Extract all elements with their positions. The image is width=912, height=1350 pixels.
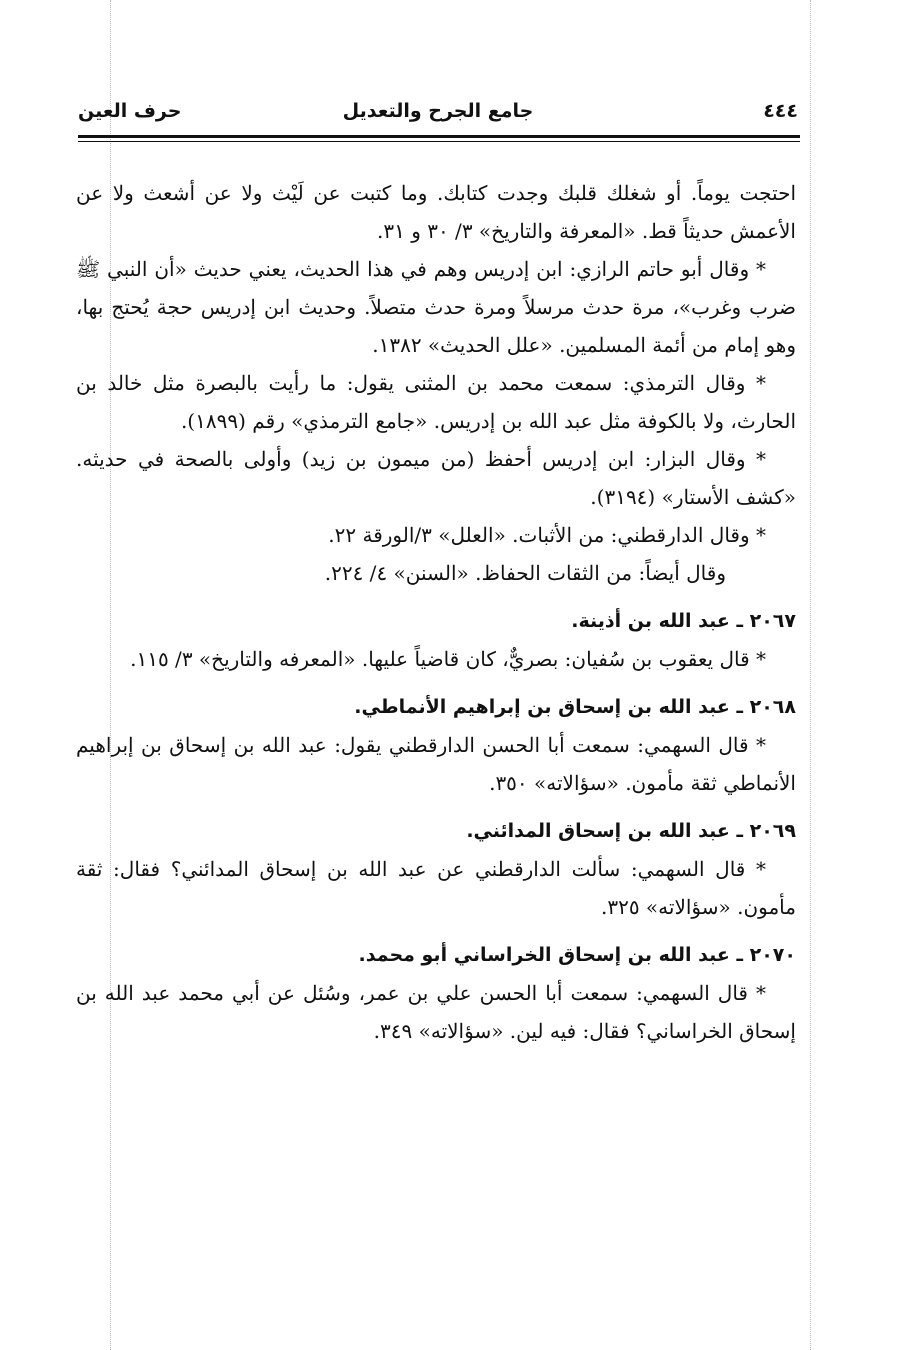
page-header [78,96,798,134]
quote-paragraph: * قال السهمي: سألت الدارقطني عن عبد الله بن إسحاق المدائني؟ فقال: ثقة مأمون. «سؤالاته» ٣٢٥. [76,857,796,919]
header-rule [78,135,800,138]
quote-paragraph: * قال السهمي: سمعت أبا الحسن الدارقطني يقول: عبد الله بن إسحاق بن إبراهيم الأنماطي ثقة مأمون. «سؤالاته» ٣٥٠. [76,733,796,795]
header-rule-thin [78,141,800,142]
quote-paragraph: * وقال أبو حاتم الرازي: ابن إدريس وهم في هذا الحديث، يعني حديث «أن النبي ﷺ ضرب وغرب»، مرة حدث مرسلاً ومرة حدث متصلاً. وحديث ابن إدريس حجة يُحتج بها، وهو إمام من أئمة المسلمين. «علل الحديث» ١٣٨٢. [76,257,796,357]
quote-paragraph: * وقال الدارقطني: من الأثبات. «العلل» ٣/الورقة ٢٢. [328,523,766,547]
entry-heading: ٢٠٧٠ ـ عبد الله بن إسحاق الخراساني أبو محمد. [358,944,796,966]
quote-paragraph: * قال يعقوب بن سُفيان: بصريٌّ، كان قاضياً عليها. «المعرفه والتاريخ» ٣/ ١١٥. [130,647,766,671]
quote-paragraph: * وقال البزار: ابن إدريس أحفظ (من ميمون بن زيد) وأولى بالصحة في حديثه. «كشف الأستار» (٣١٩٤). [76,447,796,509]
quote-paragraph: وقال أيضاً: من الثقات الحفاظ. «السنن» ٤/ ٢٢٤. [324,561,726,585]
quote-paragraph: * قال السهمي: سمعت أبا الحسن علي بن عمر، وسُئل عن أبي محمد عبد الله بن إسحاق الخراساني؟ فقال: فيه لين. «سؤالاته» ٣٤٩. [76,981,796,1043]
entry-heading: ٢٠٦٨ ـ عبد الله بن إسحاق بن إبراهيم الأنماطي. [354,696,796,718]
scan-artifact-line [810,0,811,1350]
page-body [76,174,796,1050]
paragraph: احتجت يوماً. أو شغلك قلبك وجدت كتابك. وما كتبت عن لَيْث ولا عن أشعث ولا عن الأعمش حديثاً قط. «المعرفة والتاريخ» ٣/ ٣٠ و ٣١. [76,181,796,243]
page-number: ٤٤٤ [763,100,798,122]
book-title: جامع الجرح والتعديل [342,100,534,122]
entry-heading: ٢٠٦٩ ـ عبد الله بن إسحاق المدائني. [466,820,796,842]
entry-heading: ٢٠٦٧ ـ عبد الله بن أذينة. [571,610,796,632]
quote-paragraph: * وقال الترمذي: سمعت محمد بن المثنى يقول: ما رأيت بالبصرة مثل خالد بن الحارث، ولا بالكوفة مثل عبد الله بن إدريس. «جامع الترمذي» رقم (١٨٩٩). [76,371,796,433]
chapter-title: حرف العين [78,100,182,122]
